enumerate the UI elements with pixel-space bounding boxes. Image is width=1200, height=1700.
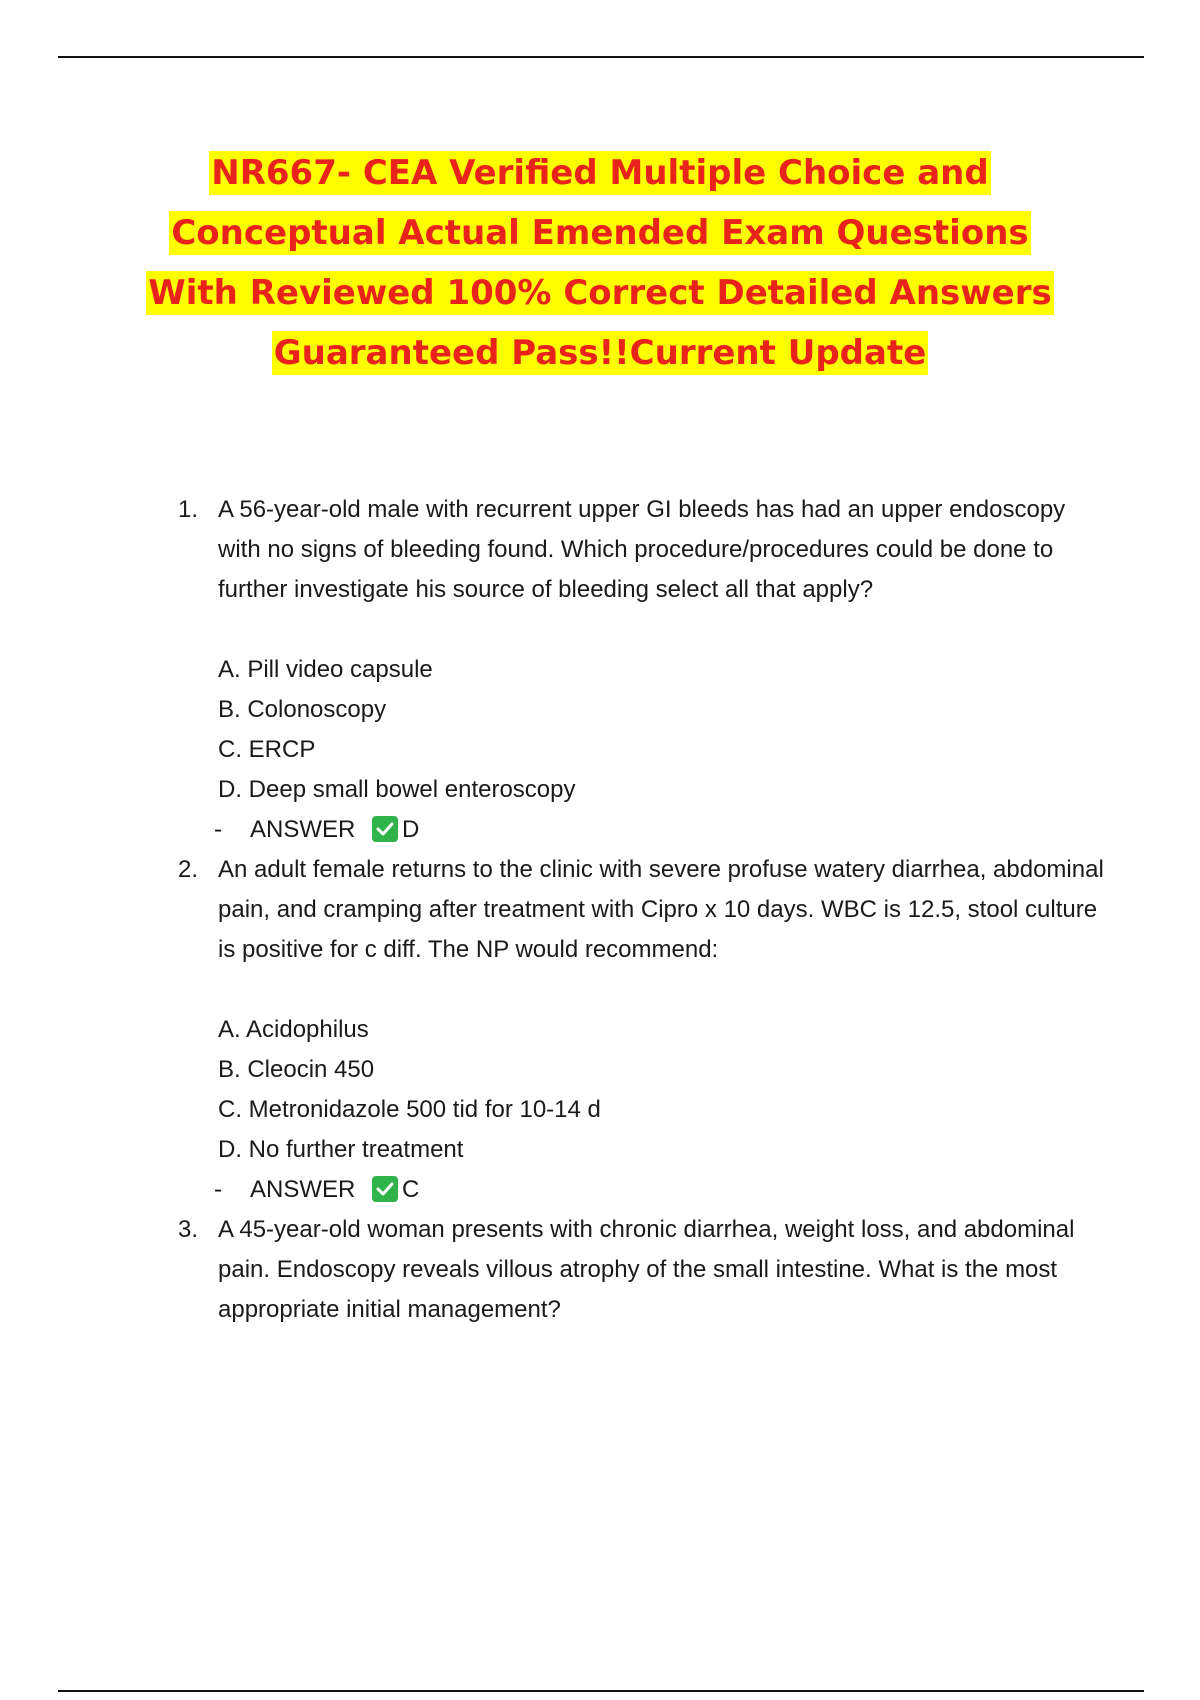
title-line: NR667- CEA Verified Multiple Choice and bbox=[211, 153, 989, 193]
question-text: A 45-year-old woman presents with chronic diarrhea, weight loss, and abdominal pain. Endoscopy reveals villous atrophy of the small intestine. What is the most appropriate initial management? bbox=[218, 1216, 1075, 1323]
question-number: 2. bbox=[178, 856, 199, 883]
question-1 bbox=[178, 490, 1108, 810]
header-rule bbox=[58, 56, 1144, 58]
document-title bbox=[60, 143, 1140, 383]
option-list bbox=[218, 650, 1108, 810]
answer-line bbox=[178, 810, 1108, 850]
option-c: C. Metronidazole 500 tid for 10-14 d bbox=[218, 1096, 601, 1123]
option-list bbox=[218, 1010, 1108, 1170]
option-a: A. Pill video capsule bbox=[218, 656, 433, 683]
question-2 bbox=[178, 850, 1108, 1170]
option-d: D. No further treatment bbox=[218, 1136, 464, 1163]
question-3 bbox=[178, 1210, 1108, 1330]
title-line: Conceptual Actual Emended Exam Questions bbox=[171, 213, 1029, 253]
answer-label: ANSWER bbox=[250, 816, 356, 843]
option-b: B. Cleocin 450 bbox=[218, 1056, 375, 1083]
check-mark-icon bbox=[372, 816, 398, 842]
title-line: With Reviewed 100% Correct Detailed Answers bbox=[148, 273, 1052, 313]
answer-label: ANSWER bbox=[250, 1176, 356, 1203]
question-text: A 56-year-old male with recurrent upper GI bleeds has had an upper endoscopy with no signs of bleeding found. Which procedure/procedures could be done to further investigate his source of bleeding select all that apply? bbox=[218, 496, 1066, 603]
answer-dash: - bbox=[214, 816, 222, 843]
question-text: An adult female returns to the clinic with severe profuse watery diarrhea, abdominal pain, and cramping after treatment with Cipro x 10 days. WBC is 12.5, stool culture is positive for c diff. The NP would recommend: bbox=[218, 856, 1104, 963]
question-list bbox=[178, 490, 1108, 1330]
option-a: A. Acidophilus bbox=[218, 1016, 369, 1043]
answer-dash: - bbox=[214, 1176, 222, 1203]
title-line: Guaranteed Pass!!Current Update bbox=[273, 333, 927, 373]
answer-line bbox=[178, 1170, 1108, 1210]
option-b: B. Colonoscopy bbox=[218, 696, 387, 723]
answer-value: C bbox=[402, 1176, 420, 1203]
question-number: 1. bbox=[178, 496, 199, 523]
option-d: D. Deep small bowel enteroscopy bbox=[218, 776, 576, 803]
option-c: C. ERCP bbox=[218, 736, 316, 763]
answer-value: D bbox=[402, 816, 420, 843]
footer-rule bbox=[58, 1690, 1144, 1692]
check-mark-icon bbox=[372, 1176, 398, 1202]
question-number: 3. bbox=[178, 1216, 199, 1243]
